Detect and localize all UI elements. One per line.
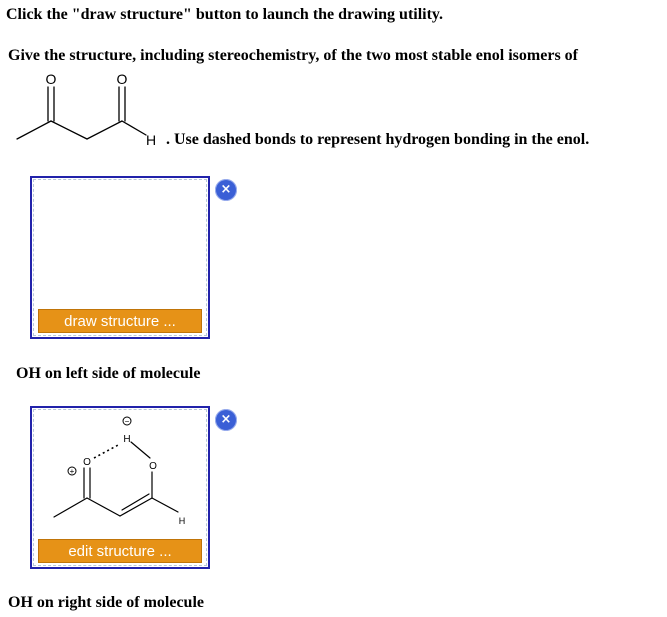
question-text: Give the structure, including stereochemistry, of the two most stable enol isomers of	[8, 47, 578, 64]
atom-h: H	[145, 132, 157, 148]
close-icon[interactable]: ×	[215, 179, 237, 201]
caption-right: OH on right side of molecule	[8, 594, 204, 611]
structure-box-right[interactable]	[30, 406, 210, 569]
structure-box-left[interactable]	[30, 176, 210, 339]
plus-charge-symbol: +	[69, 467, 75, 476]
atom-o-enol: O	[83, 457, 91, 468]
close-icon[interactable]: ×	[215, 409, 237, 431]
enol-structure-drawing	[32, 408, 208, 538]
atom-o-right: O	[116, 71, 128, 87]
edit-structure-button[interactable]: edit structure ...	[38, 539, 202, 563]
atom-h-bridge: H	[123, 434, 131, 445]
caption-left: OH on left side of molecule	[16, 365, 201, 382]
draw-structure-button[interactable]: draw structure ...	[38, 309, 202, 333]
hbond-note: . Use dashed bonds to represent hydrogen bonding in the enol.	[166, 131, 590, 148]
atom-o-left: O	[45, 71, 57, 87]
minus-charge-symbol: −	[124, 417, 130, 426]
instruction-launch: Click the "draw structure" button to launch the drawing utility.	[6, 6, 444, 23]
atom-o-carbonyl: O	[149, 461, 157, 472]
atom-h-aldehyde: H	[178, 516, 186, 526]
